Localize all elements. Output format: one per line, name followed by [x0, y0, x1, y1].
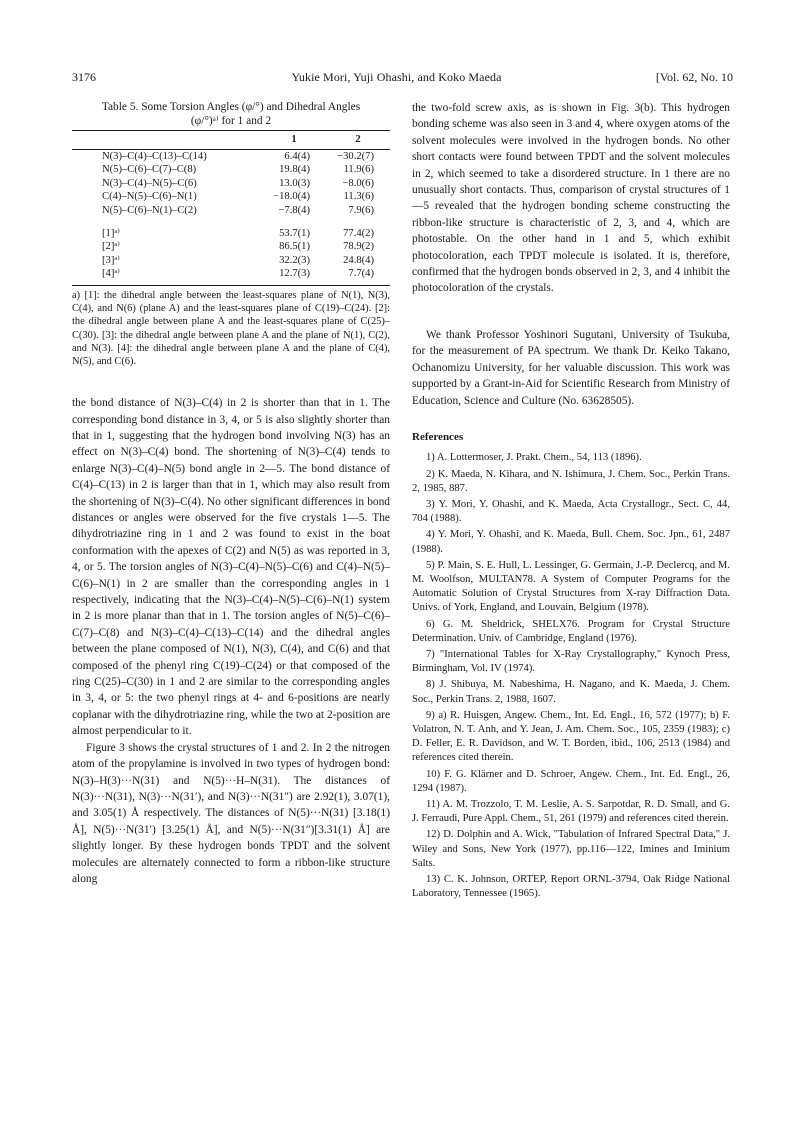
table-header-col2: 2 [326, 131, 390, 150]
reference-item: 7) "International Tables for X-Ray Crystallography," Kynoch Press, Birmingham, Vol. IV (1974). [412, 648, 730, 675]
row-value-2: −8.0(6) [342, 177, 374, 189]
table-footnote: a) [1]: the dihedral angle between the least-squares plane of N(1), N(3), C(4), and N(6) (plane A) and the least-squares plane of C(19)–C(24). [2]: the dihedral angle between plane A and the least-squares plane of C(25)–C(30). [3]: the dihedral angle between plane A and the plane of N(1), C(2), and N(3). [4]: the dihedral angle between plane A and the plane of C(4), N(5), and C(6). [72, 289, 390, 367]
row-value-1: 86.5(1) [279, 241, 310, 253]
references-heading: References [412, 430, 464, 443]
row-value-2: 77.4(2) [343, 227, 374, 239]
torsion-table [72, 130, 390, 286]
table-row [72, 177, 390, 191]
table-row [72, 254, 390, 268]
table-header-blank [72, 131, 262, 150]
row-value-1: 6.4(4) [284, 150, 310, 162]
table-row [72, 190, 390, 204]
reference-item: 6) G. M. Sheldrick, SHELX76. Program for Crystal Structure Determination. Univ. of Cambridge, England (1976). [412, 618, 730, 644]
table-caption [72, 100, 390, 128]
row-value-1: 12.7(3) [262, 267, 326, 285]
row-label: N(3)–C(4)–C(13)–C(14) [102, 150, 207, 162]
table-row [72, 163, 390, 177]
row-label: N(5)–C(6)–C(7)–C(8) [102, 164, 197, 176]
reference-item: 9) a) R. Huisgen, Angew. Chem., Int. Ed. Engl., 16, 572 (1977); b) F. Volatron, N. T. Anh, and Y. Jean, J. Am. Chem. Soc., 105, 2359 (1983); c) D. Feller, E. R. Davidson, and W. T. Borden, ibid., 106, 2513 (1984) and references cited therein. [412, 709, 730, 764]
table-5 [72, 100, 390, 368]
row-label: [1]ᵃ⁾ [102, 227, 120, 239]
reference-item: 13) C. K. Johnson, ORTEP, Report ORNL-3794, Oak Ridge National Laboratory, Tennessee (1965). [412, 874, 730, 900]
row-label: C(4)–N(5)–C(6)–N(1) [102, 191, 197, 203]
reference-item: 11) A. M. Trozzolo, T. M. Leslie, A. S. Sarpotdar, R. D. Small, and G. J. Ferraudi, Pure Appl. Chem., 51, 261 (1979) and references cited therein. [412, 798, 730, 825]
body-paragraph: the two-fold screw axis, as is shown in Fig. 3(b). This hydrogen bonding scheme was also seen in 3 and 4, where oxygen atoms of the solvent molecules were involved in the hydrogen bonds. No other short contacts were found between TPDT and the solvent molecules in 2, which seemed to take a disordered structure. In 1 there are no unusually short contacts. Thus, comparison of crystal structures of 1—5 revealed that the hydrogen bonding scheme constructing the ribbon-like structure is characteristic of 2, 3, and 4, which are photostable. On the other hand in 1 and 5, which exhibit photocoloration, each TPDT molecule is isolated. It is, therefore, confirmed that the hydrogen bonds observed in 2, 3, and 4 inhibit the photocoloration of the crystals. [412, 102, 730, 295]
references-list [412, 451, 730, 901]
reference-item: 5) P. Main, S. E. Hull, L. Lessinger, G. Germain, J.-P. Declercq, and M. M. Woolfson, MULTAN78. A System of Computer Programs for the Automatic Solution of Crystal Structures from X-ray Diffraction Data. Univs. of York, England, and Louvain, Belgium (1978). [412, 559, 730, 614]
row-value-2: −30.2(7) [337, 150, 374, 162]
table-caption-line2: (φ/°)ᵃ⁾ for 1 and 2 [190, 115, 272, 127]
table-spacer [72, 218, 390, 227]
right-column [412, 100, 730, 903]
row-value-1: 13.0(3) [279, 177, 310, 189]
table-header-row [72, 131, 390, 150]
row-value-2: 7.9(6) [348, 204, 374, 216]
row-value-2: 24.8(4) [343, 254, 374, 266]
table-caption-line1: Table 5. Some Torsion Angles (φ/°) and Dihedral Angles [101, 101, 361, 113]
row-value-2: 78.9(2) [343, 241, 374, 253]
table-row [72, 227, 390, 241]
table-row [72, 267, 390, 285]
reference-item: 4) Y. Mori, Y. Ohashi, and K. Maeda, Bull. Chem. Soc. Jpn., 61, 2487 (1988). [412, 529, 730, 555]
reference-item: 2) K. Maeda, N. Kihara, and N. Ishimura, J. Chem. Soc., Perkin Trans. 2, 1985, 887. [412, 468, 730, 494]
row-value-2: 11.3(6) [343, 191, 374, 203]
row-label: [4]ᵃ⁾ [72, 267, 262, 285]
table-row [72, 149, 390, 163]
row-value-1: 19.8(4) [279, 164, 310, 176]
page-number: 3176 [72, 70, 96, 84]
table-header-col1: 1 [262, 131, 326, 150]
row-value-2: 11.9(6) [343, 164, 374, 176]
table-spacer-cell [72, 218, 390, 227]
table-row [72, 204, 390, 218]
body-paragraph: Figure 3 shows the crystal structures of 1 and 2. In 2 the nitrogen atom of the propylamine is involved in two types of hydrogen bond: N(3)–H(3)···N(31) and N(5)···H–N(31). The distances of N(3)···N(31), N(3)···N(31′), and N(3)···N(31″) are 2.92(1), 3.07(1), and 3.05(1) Å respectively. The distances of N(5)···N(31) [3.18(1) Å], N(5)···N(31′) [3.25(1) Å], and N(5)···N(31″)[3.31(1) Å] are slightly longer. By these hydrogen bonds TPDT and the solvent molecules are alternately connected to form a ribbon-like structure along [72, 741, 390, 885]
acknowledgement: We thank Professor Yoshinori Sugutani, University of Tsukuba, for the measurement of PA spectrum. We thank Dr. Keiko Takano, Ochanomizu University, for her valuable discussion. This work was supported by a Grant-in-Aid for Scientific Research from Ministry of Education, Science and Culture (No. 63628505). [412, 328, 730, 407]
row-value-1: 32.2(3) [279, 254, 310, 266]
row-value-2: 7.7(4) [326, 267, 390, 285]
body-paragraph: the bond distance of N(3)–C(4) in 2 is shorter than that in 1. The corresponding bond distance in 3, 4, or 5 is also slightly shorter than that in 1, suggesting that the hydrogen bond involving N(3) has an effect on N(3)–C(4) bond. The shortening of N(3)–C(4) tends to enlarge N(3)–C(4)–N(5) bond angle in 2—5. The bond distance of C(4)–C(13) in 2 is larger than that in 1, which may also result from the shortening of N(3)–C(4). No other significant differences in bond distances or angles were observed for the five crystals 1—5. The dihydrotriazine ring in 1 and 2 was found to exist in the boat conformation with the apexes of C(2) and N(5) as was reported in 3, 4, or 5. The torsion angles of N(3)–C(4)–N(5)–C(6) and C(4)–N(5)–C(6)–N(1) in 2 are smaller than the corresponding angles in 1 respectively, indicating that the N(3)–C(4)–N(5)–C(6)–N(1) system in 2 is more planar than that in 1. The torsion angles of N(5)–C(6)–C(7)–C(8) and N(3)–C(4)–C(13)–C(14) and the dihedral angles between the plane composed of N(1), N(3), C(4), and C(6) and that composed of the phenyl ring C(19)–C(24) or that composed of the ring C(25)–C(30) in 1 and 2 are similar to the corresponding angles in 3, 4, or 5: the two phenyl rings at 4- and 6-positions are nearly coplanar with the dihydrotriazine ring, while the two at 2-position are almost perpendicular to it. [72, 397, 390, 738]
reference-item: 10) F. G. Klärner and D. Schroer, Angew. Chem., Int. Ed. Engl., 26, 1294 (1987). [412, 768, 730, 794]
table-row [72, 240, 390, 254]
reference-item: 3) Y. Mori, Y. Ohashi, and K. Maeda, Acta Crystallogr., Sect. C, 44, 704 (1988). [412, 498, 730, 525]
reference-item: 8) J. Shibuya, M. Nabeshima, H. Nagano, and K. Maeda, J. Chem. Soc., Perkin Trans. 2, 1988, 1607. [412, 679, 730, 705]
row-value-1: −18.0(4) [273, 191, 310, 203]
row-label: N(3)–C(4)–N(5)–C(6) [102, 177, 197, 189]
row-label: N(5)–C(6)–N(1)–C(2) [102, 204, 197, 216]
row-label: [3]ᵃ⁾ [102, 254, 120, 266]
row-value-1: 53.7(1) [279, 227, 310, 239]
left-column [72, 100, 390, 887]
row-value-1: −7.8(4) [278, 204, 310, 216]
reference-item: 1) A. Lottermoser, J. Prakt. Chem., 54, 113 (1896). [426, 452, 642, 464]
row-label: [2]ᵃ⁾ [102, 241, 120, 253]
running-header [0, 64, 793, 84]
running-authors: Yukie Mori, Yuji Ohashi, and Koko Maeda [291, 70, 502, 84]
reference-item: 12) D. Dolphin and A. Wick, "Tabulation of Infrared Spectral Data," J. Wiley and Sons, New York (1977), pp.116—122, Imines and Iminium Salts. [412, 829, 730, 869]
volume-info: [Vol. 62, No. 10 [655, 70, 733, 84]
